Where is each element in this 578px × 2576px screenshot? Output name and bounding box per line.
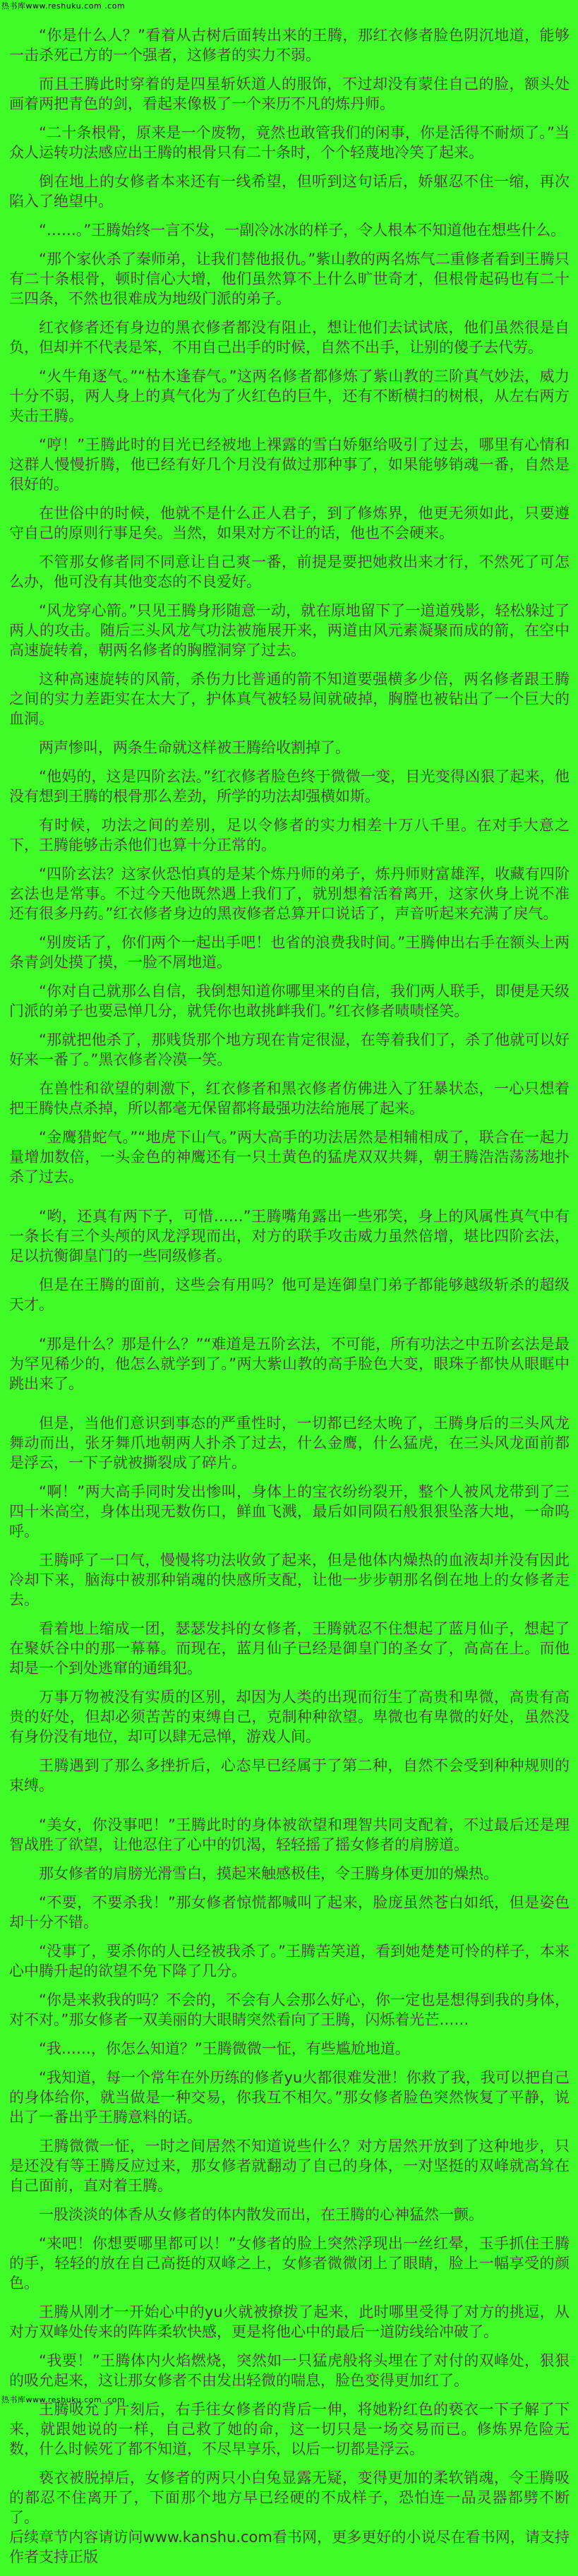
novel-paragraph: 万事万物被没有实质的区别，却因为人类的出现而衍生了高贵和卑微，高贵有高贵的好处，但却必须苦苦的束缚自己，克制种种欲望。卑微也有卑微的好处，虽然没有身份没有地位，却可以肆无忌惮，游戏人间。	[9, 1689, 570, 1745]
novel-paragraph: “……。”王腾始终一言不发，一副冷冰冰的样子，令人根本不知道他在想些什么。	[39, 222, 566, 239]
novel-paragraph: 红衣修者还有身边的黑衣修者都没有阻止，想让他们去试试底，他们虽然很是自负，但却并不代表是笨，不用自己出手的时候，自然不出手，让别的傻子去代劳。	[9, 319, 570, 356]
novel-paragraph: 但是在王腾的面前，这些会有用吗？他可是连御皇门弟子都能够越级斩杀的超级天才。	[9, 1276, 570, 1313]
novel-paragraph: 但是，当他们意识到事态的严重性时，一切都已经太晚了，王腾身后的三头风龙舞动而出，张牙舞爪地朝两人扑杀了过去，什么金鹰，什么猛虎，在三头风龙面前都是浮云，一下子就被撕裂成了碎片。	[9, 1415, 570, 1471]
novel-paragraph: “我……，你怎么知道？”王腾微微一怔，有些尴尬地道。	[39, 2040, 410, 2057]
novel-paragraph: 一股淡淡的体香从女修者的体内散发而出，在王腾的心神猛然一颤。	[39, 2206, 483, 2223]
novel-paragraph: “他妈的，这是四阶玄法。”红衣修者脸色终于微微一变，目光变得凶狠了起来，他没有想到王腾的根骨那么差劲，所学的功法却强横如斯。	[9, 768, 570, 805]
novel-paragraph: 王腾微微一怔，一时之间居然不知道说些什么？对方居然开放到了这种地步，只是还没有等王腾反应过来，那女修者就翻动了自己的身体，一对坚挺的双峰就高耸在自己面前，直对着王腾。	[9, 2138, 570, 2194]
novel-paragraph: “火牛角逐气。”“枯木逢春气。”这两名修者都修炼了紫山教的三阶真气妙法，威力十分不弱，两人身上的真气化为了火红色的巨牛，还有不断横扫的树根，从左右两方夹击王腾。	[9, 368, 570, 424]
novel-paragraph: 在兽性和欲望的刺激下，红衣修者和黑衣修者仿佛进入了狂暴状态，一心只想着把王腾快点杀掉，所以都毫无保留都将最强功法给施展了起来。	[9, 1080, 570, 1117]
novel-paragraph: “美女，你没事吧！”王腾此时的身体被欲望和理智共同支配着，不过最后还是理智战胜了欲望，让他忍住了心中的饥渴，轻轻摇了摇女修者的肩膀道。	[9, 1816, 570, 1853]
novel-paragraph: “没事了，要杀你的人已经被我杀了。”王腾苦笑道，看到她楚楚可怜的样子，本来心中腾升起的欲望不免下降了几分。	[9, 1943, 570, 1979]
novel-text	[9, 25, 570, 2576]
novel-paragraph: “那个家伙杀了秦师弟，让我们替他报仇。”紫山教的两名炼气二重修者看到王腾只有二十条根骨，顿时信心大增，他们虽然算不上什么旷世奇才，但根骨起码也有二十三四条，不然也很难成为地级门派的弟子。	[9, 251, 570, 307]
novel-paragraph: “你对自己就那么自信，我倒想知道你哪里来的自信，我们两人联手，即便是天级门派的弟子也要忌惮几分，就凭你也敢挑衅我们。”红衣修者啧啧怪笑。	[9, 983, 570, 1019]
novel-paragraph: 在世俗中的时候，他就不是什么正人君子，到了修炼界，他更无须如此，只要遵守自己的原则行事足矣。当然，如果对方不让的话，他也不会硬来。	[9, 505, 570, 541]
novel-paragraph: 倒在地上的女修者本来还有一线希望，但听到这句话后，娇躯忍不住一缩，再次陷入了绝望中。	[9, 173, 570, 210]
novel-paragraph: “啊！”两大高手同时发出惨叫，身体上的宝衣纷纷裂开，整个人被风龙带到了三四十米高空，身体出现无数伤口，鲜血飞溅，最后如同陨石般狠狠坠落大地，一命呜呼。	[9, 1483, 570, 1540]
novel-paragraph: 那女修者的肩膀光滑雪白，摸起来触感极佳，令王腾身体更加的燥热。	[39, 1865, 498, 1882]
novel-paragraph: 这种高速旋转的风箭，杀伤力比普通的箭不知道要强横多少倍，两名修者跟王腾之间的实力差距实在太大了，护体真气被轻易间就破掉，胸膛也被钻出了一个巨大的血洞。	[9, 671, 570, 727]
novel-paragraph: 王腾吸允了片刻后，右手往女修者的背后一伸，将她粉红色的亵衣一下子解了下来，就跟她说的一样，自己救了她的命，这一切只是一场交易而已。修炼界危险无数，什么时候死了都不知道，不尽早享乐，以后一切都是浮云。	[9, 2401, 570, 2457]
novel-paragraph: 不管那女修者同不同意让自己爽一番，前提是要把她救出来才行，不然死了可怎么办，他可没有其他变态的不良爱好。	[9, 553, 570, 590]
novel-paragraph: “不要，不要杀我！”那女修者惊慌都喊叫了起来，脸庞虽然苍白如纸，但是姿色却十分不错。	[9, 1894, 570, 1931]
novel-paragraph: “二十条根骨，原来是一个废物，竟然也敢管我们的闲事，你是活得不耐烦了。”当众人运转功法感应出王腾的根骨只有二十条时，个个轻蔑地冷笑了起来。	[9, 124, 570, 161]
site-watermark-top: 热书库www.reshuku.com .com	[1, 1, 126, 11]
novel-paragraph: “你是什么人？”看着从古树后面转出来的王腾，那红衣修者脸色阴沉地道，能够一击杀死己方的一个强者，这修者的实力不弱。	[9, 27, 570, 64]
next-chapter-notice: 后续章节内容请访问www.kanshu.com看书网，更多更好的小说尽在看书网，请支持作者支持正版	[9, 2529, 570, 2565]
novel-paragraph: “那是什么？那是什么？”“难道是五阶玄法，不可能，所有功法之中五阶玄法是最为罕见稀少的，他怎么就学到了。”两大紫山教的高手脸色大变，眼珠子都快从眼眶中跳出来了。	[9, 1336, 570, 1392]
novel-paragraph: “我要！”王腾体内火焰燃烧，突然如一只猛虎般将头埋在了对付的双峰处，狠狠的吸允起来，这让那女修者不由发出轻微的喘息，脸色变得更加红了。	[9, 2352, 570, 2389]
novel-paragraph: 王腾呼了一口气，慢慢将功法收敛了起来，但是他体内燥热的血液却并没有因此冷却下来，脑海中被那种销魂的快感所支配，让他一步步朝那名倒在地上的女修者走去。	[9, 1552, 570, 1608]
novel-paragraph: “哼！”王腾此时的目光已经被地上裸露的雪白娇躯给吸引了过去，哪里有心情和这群人慢慢折腾，他已经有好几个月没有做过那种事了，如果能够销魂一番，自然是很好的。	[9, 436, 570, 493]
novel-paragraph: 而且王腾此时穿着的是四星斩妖道人的服饰，不过却没有蒙住自己的脸，额头处画着两把青色的剑，看起来像极了一个来历不凡的炼丹师。	[9, 76, 570, 112]
novel-paragraph: 亵衣被脱掉后，女修者的两只小白兔显露无疑，变得更加的柔软销魂，令王腾吸的都忍不住离开了，下面那个地方早已经硬的不成样子，恐怕连一品灵器都劈不断了。	[9, 2469, 570, 2526]
novel-paragraph: “金鹰猎蛇气。”“地虎下山气。”两大高手的功法居然是相辅相成了，联合在一起力量增加数倍，一头金色的神鹰还有一只土黄色的猛虎双双共舞，朝王腾浩浩荡荡地扑杀了过去。	[9, 1129, 570, 1185]
novel-paragraph: 王腾从刚才一开始心中的yu火就被撩拨了起来，此时哪里受得了对方的挑逗，从对方双峰处传来的阵阵柔软快感，更是将他心中的最后一道防线给冲破了。	[9, 2304, 570, 2340]
site-watermark-bottom: 热书库www.reshuku.com .com	[1, 2395, 126, 2404]
novel-paragraph: “别废话了，你们两个一起出手吧！也省的浪费我时间。”王腾伸出右手在额头上两条青剑处摸了摸，一脸不屑地道。	[9, 934, 570, 971]
novel-paragraph: “你是来救我的吗？不会的，不会有人会那么好心，你一定也是想得到我的身体，对不对。”那女修者一双美丽的大眼睛突然看向了王腾，闪烁着光芒……	[9, 1991, 570, 2028]
novel-paragraph: “哟，还真有两下子，可惜……”王腾嘴角露出一些邪笑，身上的风属性真气中有一条长有三个头颅的风龙浮现而出，对方的联手攻击威力虽然倍增，堪比四阶玄法，足以抗衡御皇门的一些同级修者。	[9, 1208, 570, 1264]
novel-paragraph: 有时候，功法之间的差别，足以令修者的实力相差十万八千里。在对手大意之下，王腾能够击杀他们也算十分正常的。	[9, 817, 570, 853]
novel-paragraph: “来吧！你想要哪里都可以！”女修者的脸上突然浮现出一丝红晕，玉手抓住王腾的手，轻轻的放在自己高挺的双峰之上，女修者微微闭上了眼睛，脸上一幅享受的颜色。	[9, 2235, 570, 2292]
novel-paragraph: “四阶玄法？这家伙恐怕真的是某个炼丹师的弟子，炼丹师财富雄浑，收藏有四阶玄法也是常事。不过今天他既然遇上我们了，就别想着活着离开，这家伙身上说不准还有很多丹药。”红衣修者身边的黑夜修者总算开口说话了，声音听起来充满了戾气。	[9, 865, 570, 922]
novel-paragraph: “风龙穿心箭。”只见王腾身形随意一动，就在原地留下了一道道残影，轻松躲过了两人的攻击。随后三头风龙气功法被施展开来，两道由风元素凝聚而成的箭，在空中高速旋转着，朝两名修者的胸膛洞穿了过去。	[9, 602, 570, 659]
novel-paragraph: 王腾遇到了那么多挫折后，心态早已经属于了第二种，自然不会受到种种规则的束缚。	[9, 1757, 570, 1794]
novel-paragraph: “那就把他杀了，那贱货那个地方现在肯定很湿，在等着我们了，杀了他就可以好好来一番了。”黑衣修者冷漠一笑。	[9, 1031, 570, 1068]
novel-paragraph: 两声惨叫，两条生命就这样被王腾给收割掉了。	[39, 739, 350, 756]
novel-paragraph: “我知道，每一个常年在外历练的修者yu火都很难发泄！你救了我，我可以把自己的身体给你，就当做是一种交易，你我互不相欠。”那女修者脸色突然恢复了平静，说出了一番出乎王腾意料的话。	[9, 2069, 570, 2126]
novel-paragraph: 看着地上缩成一团，瑟瑟发抖的女修者，王腾就忍不住想起了蓝月仙子，想起了在聚妖谷中的那一幕幕。而现在，蓝月仙子已经是御皇门的圣女了，高高在上。而他却是一个到处逃窜的通缉犯。	[9, 1620, 570, 1677]
